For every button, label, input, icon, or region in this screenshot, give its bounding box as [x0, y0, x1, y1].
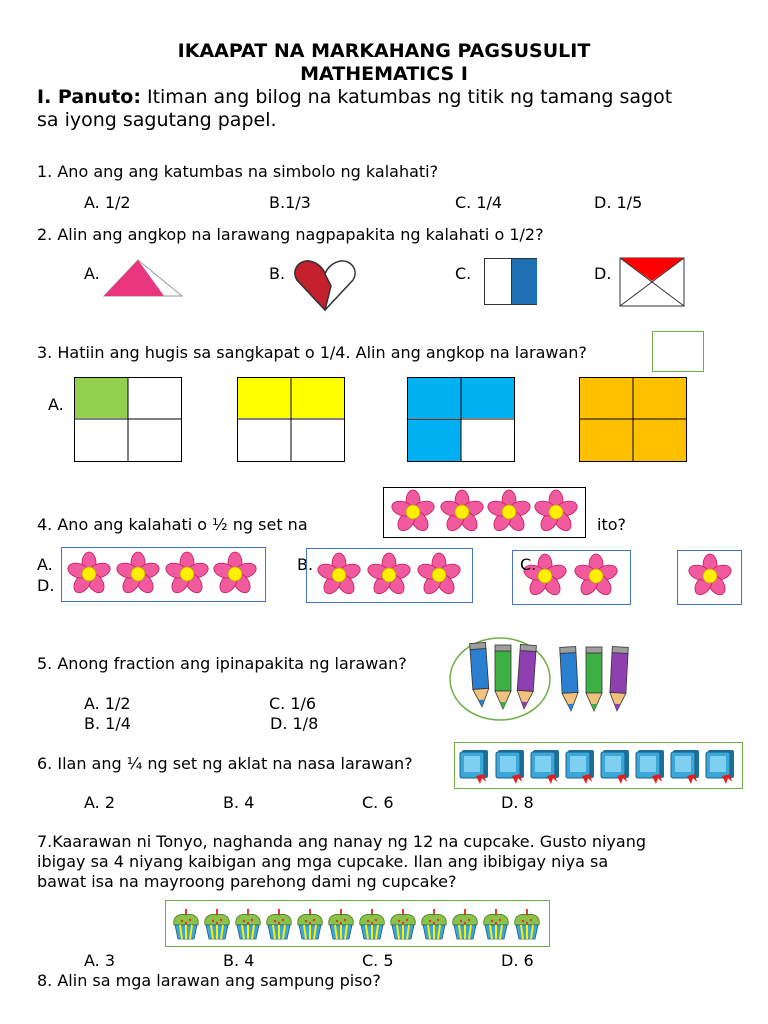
q7-cupcakes-image: [165, 900, 551, 948]
q4-choice-b: B.: [297, 555, 314, 574]
q2-choice-a: A.: [84, 264, 100, 283]
q4-flower-set: [383, 487, 587, 539]
question-2: 2. Alin ang angkop na larawang nagpapakita ng kalahati o 1/2?: [37, 225, 544, 244]
q2-choice-d: D.: [594, 264, 612, 283]
flower-icon: [366, 553, 412, 597]
cupcake-icon: [267, 909, 292, 939]
question-7-line-2: ibigay sa 4 niyang kaibigan ang mga cupcake. Ilan ang ibibigay niya sa: [37, 852, 609, 871]
q4-option-b-flowers: [306, 548, 474, 604]
book-icon: [496, 750, 524, 784]
q4-choice-a: A.: [37, 555, 53, 574]
flower-icon: [164, 552, 210, 596]
q2-choice-c: C.: [455, 264, 472, 283]
q7-choice-b: B. 4: [223, 951, 255, 970]
title-line-2: MATHEMATICS I: [300, 63, 468, 85]
q3-grid-b: [237, 377, 347, 463]
cupcake-icon: [298, 909, 323, 939]
q2-square-shape: [619, 257, 685, 307]
cupcake-icon: [515, 909, 540, 939]
q1-choice-c: C. 1/4: [455, 193, 503, 212]
cupcake-icon: [236, 909, 261, 939]
book-icon: [601, 750, 629, 784]
flower-icon: [687, 554, 733, 598]
flower-icon: [439, 490, 485, 534]
question-5: 5. Anong fraction ang ipinapakita ng larawan?: [37, 654, 407, 673]
flower-icon: [390, 490, 436, 534]
flower-icon: [316, 553, 362, 597]
pencil-icon: [516, 644, 536, 709]
flower-icon: [212, 552, 258, 596]
book-icon: [566, 750, 594, 784]
q2-heart-shape: [293, 258, 357, 312]
q6-choice-a: A. 2: [84, 793, 116, 812]
flower-icon: [416, 553, 462, 597]
book-icon: [706, 750, 734, 784]
q4-choice-d: D.: [37, 576, 55, 595]
q7-choice-a: A. 3: [84, 951, 116, 970]
question-4-end: ito?: [597, 515, 626, 534]
q2-rect-shape: [484, 258, 537, 305]
cupcake-icon: [174, 909, 199, 939]
cupcake-icon: [360, 909, 385, 939]
cupcake-icon: [453, 909, 478, 939]
instructions-text-2: sa iyong sagutang papel.: [37, 109, 277, 131]
q7-choice-d: D. 6: [501, 951, 534, 970]
q3-choice-a: A.: [48, 395, 64, 414]
instructions-label: I. Panuto:: [37, 86, 141, 108]
book-icon: [671, 750, 699, 784]
q2-choice-b: B.: [269, 264, 286, 283]
q4-choice-c: C.: [520, 555, 537, 574]
question-1: 1. Ano ang ang katumbas na simbolo ng kalahati?: [37, 162, 439, 181]
q4-option-d-flowers: [677, 550, 743, 606]
book-icon: [460, 750, 488, 784]
cupcake-icon: [484, 909, 509, 939]
pencil-icon: [470, 642, 490, 707]
q1-choice-b: B.1/3: [269, 193, 311, 212]
q5-choice-c: C. 1/6: [269, 694, 317, 713]
q5-choice-a: A. 1/2: [84, 694, 131, 713]
question-6: 6. Ilan ang ¼ ng set ng aklat na nasa larawan?: [37, 754, 413, 773]
pencil-icon: [560, 647, 579, 712]
pencil-icon: [495, 645, 511, 709]
q1-choice-d: D. 1/5: [594, 193, 643, 212]
q4-option-a-flowers: [61, 547, 267, 603]
q3-empty-answer-box: [652, 331, 704, 372]
book-icon: [531, 750, 559, 784]
question-7-line-1: 7.Kaarawan ni Tonyo, naghanda ang nanay ng 12 na cupcake. Gusto niyang: [37, 832, 646, 851]
q5-choice-b: B. 1/4: [84, 714, 131, 733]
q1-choice-a: A. 1/2: [84, 193, 131, 212]
q3-grid-a: [74, 377, 184, 463]
q2-rect-shaded-half: [511, 259, 537, 304]
cupcake-icon: [205, 909, 230, 939]
q2-triangle-shape: [102, 258, 184, 300]
cupcake-icon: [422, 909, 447, 939]
question-8: 8. Alin sa mga larawan ang sampung piso?: [37, 971, 381, 990]
instructions: [37, 86, 672, 108]
cupcake-icon: [391, 909, 416, 939]
q6-choice-b: B. 4: [223, 793, 255, 812]
flower-icon: [66, 552, 112, 596]
q7-choice-c: C. 5: [362, 951, 394, 970]
pencil-icon: [609, 647, 628, 712]
q6-books-image: [454, 742, 744, 790]
flower-icon: [573, 554, 619, 598]
q3-grid-c: [407, 377, 517, 463]
question-3: 3. Hatiin ang hugis sa sangkapat o 1/4. Alin ang angkop na larawan?: [37, 343, 587, 362]
cupcake-icon: [329, 909, 354, 939]
book-icon: [636, 750, 664, 784]
question-7-line-3: bawat isa na mayroong parehong dami ng cupcake?: [37, 872, 457, 891]
instructions-text-1: Itiman ang bilog na katumbas ng titik ng tamang sagot: [140, 86, 673, 108]
flower-icon: [486, 490, 532, 534]
q3-grid-d: [579, 377, 689, 463]
question-4-start: 4. Ano ang kalahati o ½ ng set na: [37, 515, 308, 534]
pencil-icon: [586, 647, 602, 711]
q6-choice-c: C. 6: [362, 793, 394, 812]
title-line-1: IKAAPAT NA MARKAHANG PAGSUSULIT: [177, 40, 591, 62]
flower-icon: [533, 490, 579, 534]
flower-icon: [115, 552, 161, 596]
q5-pencils-image: [449, 637, 639, 727]
q5-choice-d: D. 1/8: [270, 714, 319, 733]
q6-choice-d: D. 8: [501, 793, 534, 812]
